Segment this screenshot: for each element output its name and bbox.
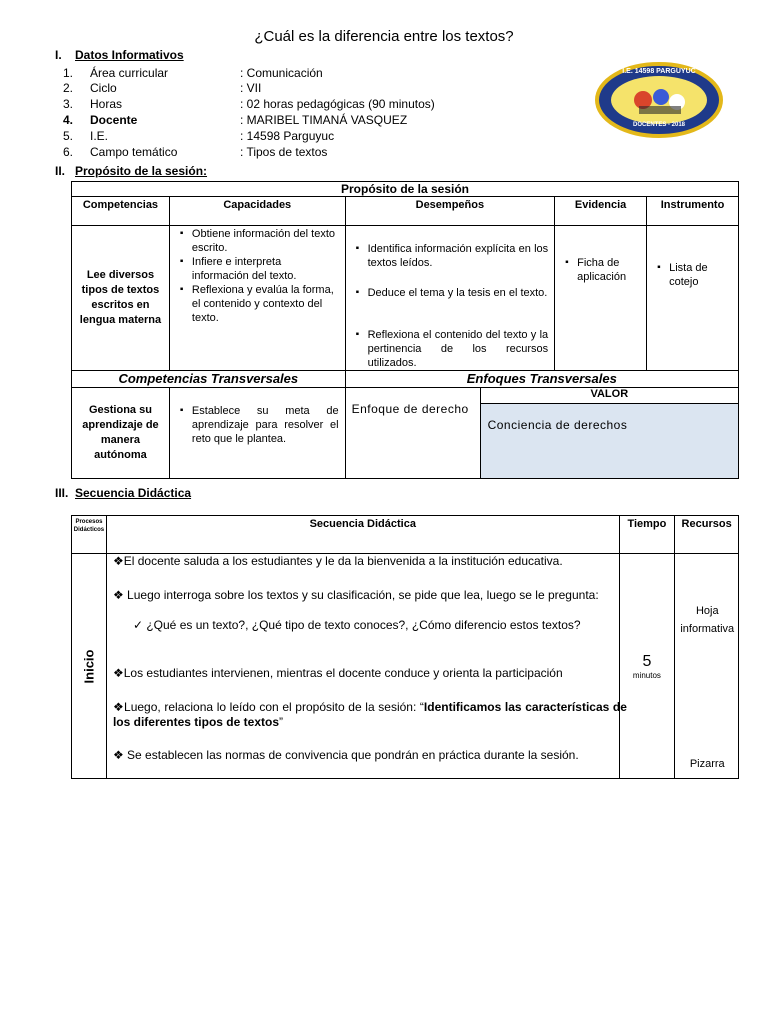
- column-header: Capacidades: [169, 197, 345, 226]
- info-row: [55, 81, 455, 96]
- list-item: ▪ Establece su meta de aprendizaje para resolver el reto que le plantea.: [192, 404, 339, 446]
- capacidades-list: [174, 227, 341, 325]
- info-number: 2.: [62, 81, 73, 95]
- info-value: : 02 horas pedagógicas (90 minutos): [240, 97, 435, 111]
- column-header: Instrumento: [647, 197, 739, 226]
- diamond-bullet-icon: ❖: [112, 554, 124, 568]
- info-key: Campo temático: [90, 145, 178, 159]
- section-heading-3: [55, 486, 191, 500]
- tiempo-unit: minutos: [632, 670, 661, 680]
- list-item: ▪ Reflexiona el contenido del texto y la pertinencia de los recursos utilizados.: [368, 328, 549, 370]
- info-row: [55, 66, 455, 81]
- section-heading-2: [55, 164, 207, 178]
- sequence-table: [71, 515, 739, 779]
- evidencia-cell: [555, 226, 647, 371]
- comp-trans-cap-list: [174, 404, 339, 446]
- comp-trans-header: Competencias Transversales: [72, 371, 346, 388]
- info-key: Área curricular: [90, 66, 169, 80]
- logo-text: I.E. 14598 PARGUYUC: [622, 68, 696, 75]
- item-text: ¿Qué es un texto?, ¿Qué tipo de texto conoces?, ¿Cómo diferencio estos textos?: [146, 618, 581, 632]
- info-row: [55, 145, 455, 160]
- diamond-bullet-icon: ❖: [112, 666, 124, 680]
- item-text: Luego, relaciona lo leído con el propósito de la sesión: “: [124, 700, 424, 714]
- info-row: [55, 113, 455, 128]
- enfoque-cell: Enfoque de derecho: [346, 388, 481, 478]
- column-header: Procesos Didácticos: [72, 516, 107, 554]
- desempenos-list: [350, 242, 549, 370]
- phase-cell: [72, 554, 107, 779]
- list-item: ▪ Ficha de aplicación: [577, 256, 642, 284]
- column-header: Competencias: [72, 197, 170, 226]
- instrumento-list: [651, 261, 734, 289]
- info-value: : MARIBEL TIMANÁ VASQUEZ: [240, 113, 408, 127]
- info-key: I.E.: [90, 129, 109, 143]
- competencia-cell: Lee diversos tipos de textos escritos en lengua materna: [72, 226, 170, 371]
- item-text: El docente saluda a los estudiantes y le da la bienvenida a la institución educativa.: [123, 554, 563, 568]
- section-heading-1: [55, 48, 184, 62]
- item-text-bold: Identificamos las características de los diferentes tipos de textos: [112, 700, 627, 729]
- info-key: Ciclo: [90, 81, 117, 95]
- section-label: Secuencia Didáctica: [75, 486, 192, 500]
- section-number: III.: [55, 486, 69, 500]
- info-number: 6.: [62, 145, 73, 159]
- info-key: Horas: [90, 97, 123, 111]
- sequence-subitem: [133, 618, 581, 632]
- section-label: Datos Informativos: [75, 48, 184, 62]
- column-header: Recursos: [675, 516, 739, 554]
- info-row: [55, 97, 455, 112]
- info-value: : Comunicación: [240, 66, 323, 80]
- valor-cell: Conciencia de derechos: [481, 404, 738, 478]
- logo-subtext: DOCENTES - 2018: [632, 122, 686, 128]
- sequence-item: [113, 588, 599, 602]
- item-text: ”: [279, 715, 283, 729]
- page-title: ¿Cuál es la diferencia entre los textos?: [254, 28, 514, 45]
- info-value: : VII: [240, 81, 262, 95]
- check-icon: ✓: [132, 618, 147, 632]
- recursos-cell: [675, 554, 739, 779]
- purpose-table: [71, 181, 739, 479]
- enfoques-header: Enfoques Transversales: [345, 371, 738, 388]
- sequence-item: [113, 748, 579, 762]
- info-number: 1.: [62, 66, 73, 80]
- valor-header: VALOR: [481, 388, 738, 404]
- diamond-bullet-icon: ❖: [112, 700, 125, 714]
- info-number: 3.: [62, 97, 73, 111]
- column-header: Tiempo: [619, 516, 675, 554]
- purpose-banner: Propósito de la sesión: [72, 182, 739, 197]
- recurso-item: Pizarra: [689, 758, 725, 770]
- section-label: Propósito de la sesión:: [75, 164, 208, 178]
- instrumento-cell: [647, 226, 739, 371]
- sequence-cell: [106, 554, 627, 779]
- section-number: II.: [55, 164, 66, 178]
- info-value: : Tipos de textos: [240, 145, 328, 159]
- comp-trans-cell: Gestiona su aprendizaje de manera autónoma: [72, 388, 170, 479]
- comp-trans-cap-cell: [169, 388, 345, 479]
- item-text: Los estudiantes intervienen, mientras el docente conduce y orienta la participación: [123, 666, 563, 680]
- sequence-item: [113, 554, 563, 568]
- column-header: Desempeños: [345, 197, 555, 226]
- info-key: Docente: [90, 113, 138, 127]
- evidencia-list: [559, 256, 642, 284]
- tiempo-number: 5: [642, 652, 652, 670]
- phase-label: Inicio: [81, 649, 97, 683]
- diamond-bullet-icon: ❖: [112, 588, 128, 602]
- list-item: ▪ Infiere e interpreta información del texto.: [192, 255, 341, 283]
- school-logo: [595, 62, 723, 138]
- sequence-item: [113, 700, 627, 730]
- info-value: : 14598 Parguyuc: [240, 129, 335, 143]
- sequence-item: [113, 666, 563, 680]
- diamond-bullet-icon: ❖: [112, 748, 128, 762]
- list-item: ▪ Identifica información explícita en los textos leídos.: [368, 242, 549, 270]
- section-number: I.: [55, 48, 62, 62]
- column-header: Evidencia: [555, 197, 647, 226]
- info-row: [55, 129, 455, 144]
- column-header: Secuencia Didáctica: [106, 516, 619, 554]
- recurso-item: Hoja informativa: [680, 605, 735, 635]
- capacidades-cell: [169, 226, 345, 371]
- list-item: ▪ Lista de cotejo: [669, 261, 734, 289]
- info-number: 4.: [62, 113, 73, 127]
- list-item: ▪ Reflexiona y evalúa la forma, el contenido y contexto del texto.: [192, 283, 341, 325]
- info-number: 5.: [62, 129, 73, 143]
- tiempo-cell: [619, 554, 675, 779]
- item-text: Luego interroga sobre los textos y su clasificación, se pide que lea, luego se le pregunta:: [127, 588, 599, 602]
- enfoque-area: [345, 388, 738, 479]
- desempenos-cell: [345, 226, 555, 371]
- item-text: Se establecen las normas de convivencia que pondrán en práctica durante la sesión.: [127, 748, 579, 762]
- list-item: ▪ Obtiene información del texto escrito.: [192, 227, 341, 255]
- list-item: ▪ Deduce el tema y la tesis en el texto.: [368, 286, 549, 300]
